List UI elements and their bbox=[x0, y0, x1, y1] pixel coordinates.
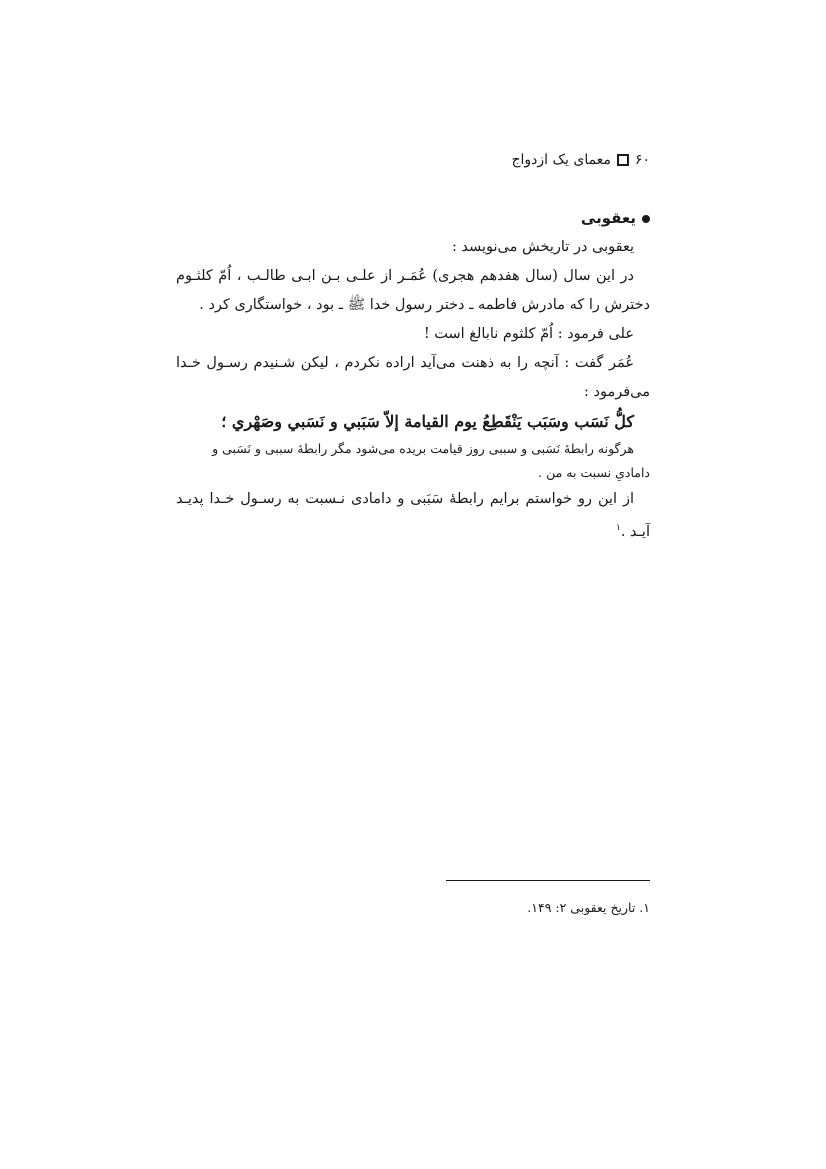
footnote-marker: ۱ bbox=[616, 523, 621, 533]
header-box-icon bbox=[617, 154, 629, 166]
running-header bbox=[511, 150, 650, 170]
footnote-divider bbox=[446, 880, 650, 881]
section-heading bbox=[176, 204, 650, 233]
paragraph-intro: یعقوبی در تاریخش می‌نویسد : bbox=[451, 239, 634, 255]
hadith-translation: هرگونه رابطهٔ نَسَبی و سببی روز قیامت بریده می‌شود مگر رابطهٔ سببی و نَسَبی و دامادیِ نسبت به من . bbox=[212, 441, 650, 480]
book-title: معمای یک ازدواج bbox=[511, 152, 611, 168]
paragraph-conclusion bbox=[176, 485, 650, 547]
footnote: ۱. تاریخ یعقوبی ۲: ۱۴۹. bbox=[527, 900, 650, 915]
hadith-quote: كلُّ نَسَب وسَبَب يَنْقَطِعُ يوم القيامة إلاّ سَبَبي و نَسَبي وصَهْري ؛ bbox=[221, 412, 634, 431]
paragraph-umar-reply: عُمَر گفت : آنچه را به ذهنت می‌آید اراده نکردم ، لیکن شـنیدم رسـول خـدا می‌فرمود : bbox=[176, 355, 650, 400]
paragraph-proposal: در این سال (سال هفدهم هجری) عُمَـر از علـی بـن ابـی طالـب ، اُمّ کلثـوم دخترش را که مادرش فاطمه ـ دختر رسول خدا ﷺ ـ بود ، خواستگاری کرد . bbox=[176, 268, 650, 313]
section-heading-label: یعقوبی bbox=[580, 209, 636, 227]
paragraph-ali-reply: علی فرمود : اُمّ کلثوم نابالغ است ! bbox=[423, 326, 634, 342]
page-number: ۶۰ bbox=[634, 152, 650, 168]
conclusion-text: از این رو خواستم برایم رابطهٔ سَبَبی و دامادی نـسبت به رسـول خـدا پدیـد آیـد . bbox=[176, 491, 650, 540]
main-text bbox=[176, 204, 650, 547]
bullet-icon bbox=[642, 215, 650, 223]
